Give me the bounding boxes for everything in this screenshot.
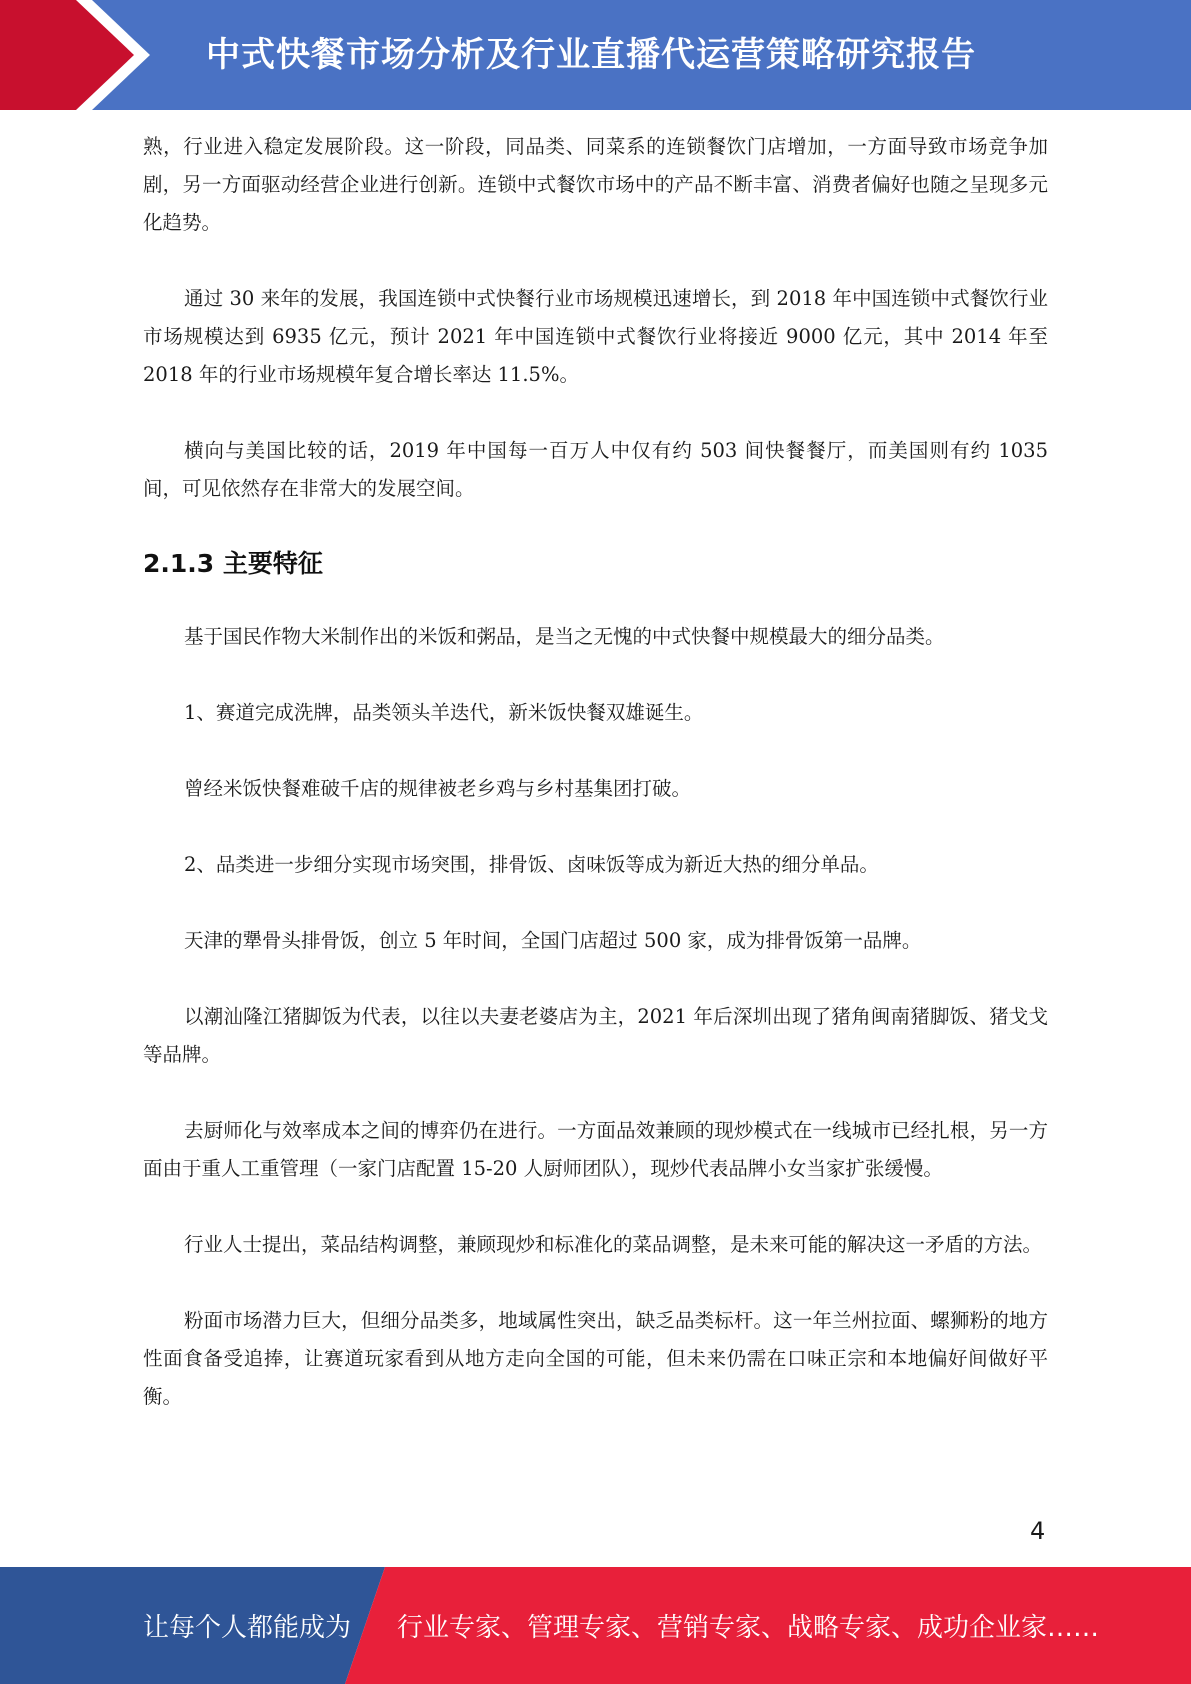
paragraph-point-1-detail: 曾经米饭快餐难破千店的规律被老乡鸡与乡村基集团打破。 xyxy=(184,777,692,800)
section-heading: 2.1.3 主要特征 xyxy=(143,549,323,578)
paragraph-pig-trotter-rice: 以潮汕隆江猪脚饭为代表，以往以夫妻老婆店为主，2021 年后深圳出现了猪角闽南猪脚饭、猪戈戈等品牌。 xyxy=(143,1005,1048,1066)
paragraph-us-comparison: 横向与美国比较的话，2019 年中国每一百万人中仅有约 503 间快餐餐厅，而美国则有约 1035 间，可见依然存在非常大的发展空间。 xyxy=(143,439,1048,500)
paragraph-chef-efficiency: 去厨师化与效率成本之间的博弈仍在进行。一方面品效兼顾的现炒模式在一线城市已经扎根，另一方面由于重人工重管理（一家门店配置 15-20 人厨师团队），现炒代表品牌小女当家扩张缓慢。 xyxy=(143,1119,1048,1180)
report-title: 中式快餐市场分析及行业直播代运营策略研究报告 xyxy=(206,35,976,75)
paragraph-noodle-market: 粉面市场潜力巨大，但细分品类多，地域属性突出，缺乏品类标杆。这一年兰州拉面、螺狮粉的地方性面食备受追捧，让赛道玩家看到从地方走向全国的可能，但未来仍需在口味正宗和本地偏好间做好平衡。 xyxy=(143,1309,1048,1408)
paragraph-point-2: 2、品类进一步细分实现市场突围，排骨饭、卤味饭等成为新近大热的细分单品。 xyxy=(184,853,879,876)
document-body xyxy=(143,128,1048,1416)
page-number: 4 xyxy=(1030,1517,1046,1545)
page-footer xyxy=(0,1567,1191,1684)
paragraph-market-size: 通过 30 来年的发展，我国连锁中式快餐行业市场规模迅速增长，到 2018 年中国连锁中式餐饮行业市场规模达到 6935 亿元，预计 2021 年中国连锁中式餐饮行业将接近 9000 亿元，其中 2014 年至 2018 年的行业市场规模年复合增长率达 11.5%。 xyxy=(143,287,1048,386)
footer-slogan-right: 行业专家、管理专家、营销专家、战略专家、成功企业家…… xyxy=(397,1613,1100,1643)
paragraph-continued: 熟，行业进入稳定发展阶段。这一阶段，同品类、同菜系的连锁餐饮门店增加，一方面导致市场竞争加剧，另一方面驱动经营企业进行创新。连锁中式餐饮市场中的产品不断丰富、消费者偏好也随之呈现多元化趋势。 xyxy=(143,135,1048,234)
paragraph-point-2-detail: 天津的犟骨头排骨饭，创立 5 年时间，全国门店超过 500 家，成为排骨饭第一品牌。 xyxy=(184,929,922,952)
footer-slogan-left: 让每个人都能成为 xyxy=(143,1613,352,1643)
paragraph-point-1: 1、赛道完成洗牌，品类领头羊迭代，新米饭快餐双雄诞生。 xyxy=(184,701,704,724)
paragraph-menu-adjustment: 行业人士提出，菜品结构调整，兼顾现炒和标准化的菜品调整，是未来可能的解决这一矛盾的方法。 xyxy=(184,1233,1043,1256)
header-arrow-decoration xyxy=(0,0,150,110)
page-header xyxy=(0,0,1191,110)
paragraph-rice-category: 基于国民作物大米制作出的米饭和粥品，是当之无愧的中式快餐中规模最大的细分品类。 xyxy=(184,625,945,648)
